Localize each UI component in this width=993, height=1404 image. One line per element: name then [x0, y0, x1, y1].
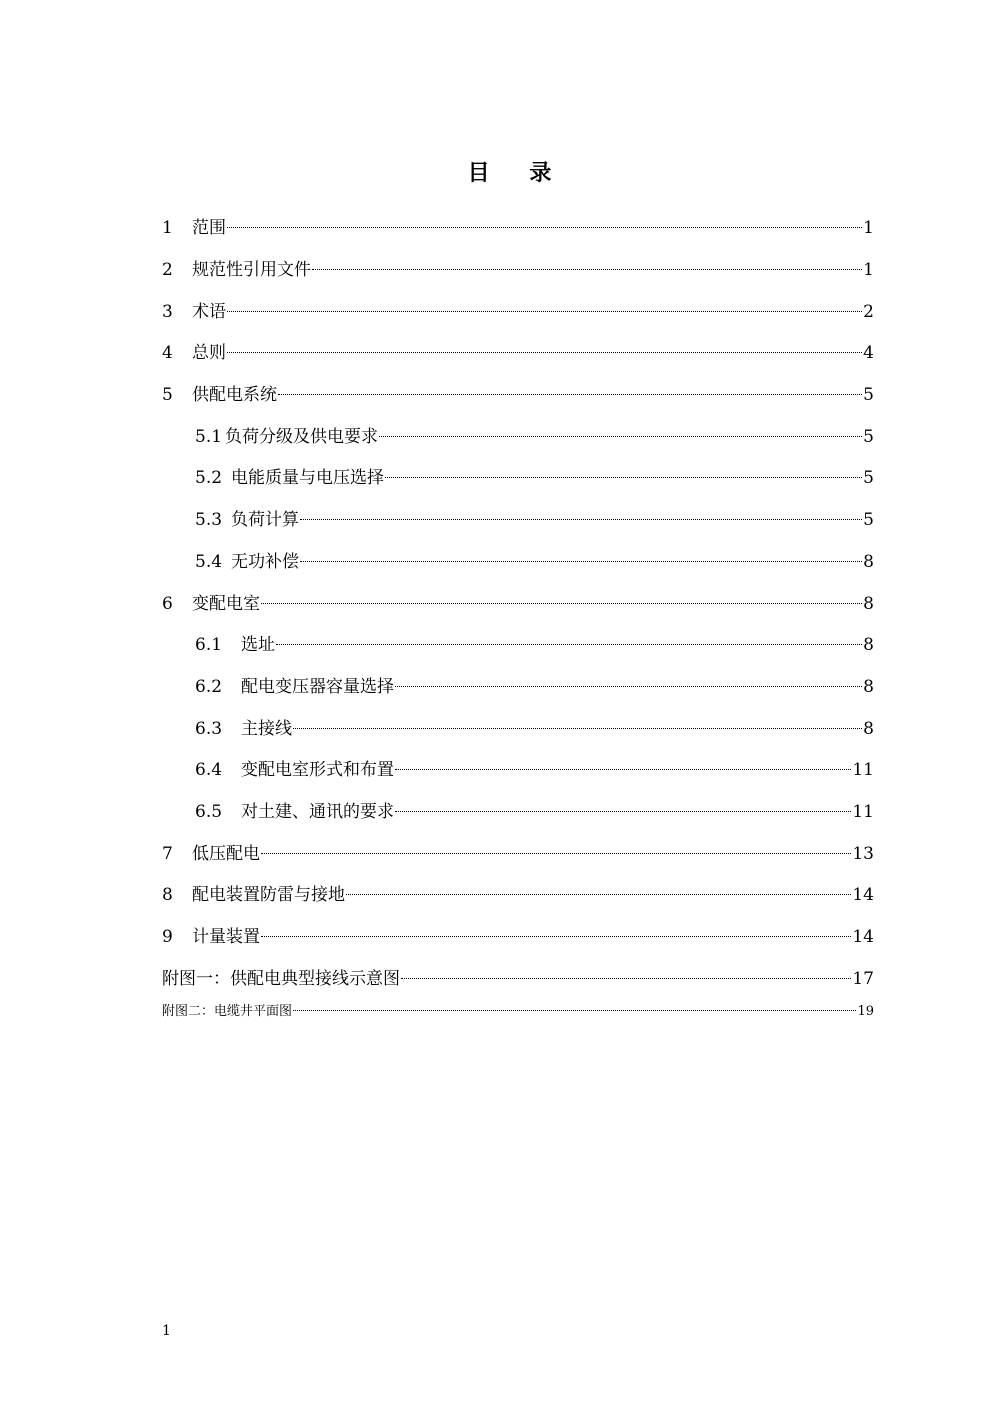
toc-dot-leader [276, 628, 862, 650]
toc-dot-leader [312, 253, 862, 275]
toc-entry-number: 8 [162, 885, 173, 905]
toc-entry-number: 4 [162, 343, 173, 363]
toc-entry-page: 5 [863, 427, 874, 447]
toc-entry[interactable] [162, 837, 874, 864]
toc-entry-page: 8 [863, 677, 874, 697]
toc-entry-page: 8 [863, 719, 874, 739]
toc-entry-page: 17 [852, 969, 874, 989]
toc-dot-leader [395, 753, 851, 775]
toc-dot-leader [300, 545, 862, 567]
toc-entry-label: 附图二：电缆井平面图 [162, 1004, 293, 1019]
toc-entry-label: 无功补偿 [231, 552, 299, 572]
toc-entry-number: 6.3 [195, 719, 223, 739]
toc-entry[interactable] [162, 253, 874, 280]
toc-entry-label: 范围 [192, 218, 226, 238]
toc-entry-page: 2 [863, 302, 874, 322]
toc-dot-leader [395, 795, 851, 817]
toc-dot-leader [227, 211, 862, 233]
toc-dot-leader [385, 461, 862, 483]
toc-entry-page: 8 [863, 635, 874, 655]
toc-entry-label: 选址 [241, 635, 275, 655]
toc-entry-number: 6 [162, 594, 173, 614]
toc-entry-number: 3 [162, 302, 173, 322]
toc-entry[interactable] [162, 587, 874, 614]
toc-subentry[interactable] [195, 670, 874, 697]
toc-entry-page: 13 [852, 844, 874, 864]
toc-entry-label: 主接线 [241, 719, 292, 739]
toc-entry-label: 配电装置防雷与接地 [192, 885, 345, 905]
toc-entry-number: 2 [162, 260, 173, 280]
toc-entry-label: 规范性引用文件 [192, 260, 311, 280]
toc-dot-leader [300, 503, 862, 525]
toc-subentry[interactable] [195, 753, 874, 780]
toc-entry-label: 计量装置 [192, 927, 260, 947]
toc-dot-leader [227, 295, 862, 317]
toc-entry-page: 8 [863, 594, 874, 614]
toc-entry-label: 供配电系统 [192, 385, 277, 405]
toc-entry-page: 1 [863, 260, 874, 280]
toc-entry-label: 术语 [192, 302, 226, 322]
toc-entry-number: 9 [162, 927, 173, 947]
toc-dot-leader [293, 712, 862, 734]
toc-entry-number: 5.1 [195, 427, 223, 447]
toc-entry-label: 对土建、通讯的要求 [241, 802, 394, 822]
toc-dot-leader [278, 378, 862, 400]
toc-appendix-entry[interactable] [162, 997, 874, 1019]
toc-dot-leader [379, 420, 862, 442]
toc-entry-label: 总则 [192, 343, 226, 363]
toc-dot-leader [401, 962, 851, 984]
toc-entry-number: 5.2 [195, 468, 223, 488]
toc-entry-page: 19 [857, 1004, 874, 1019]
toc-entry-page: 1 [863, 218, 874, 238]
toc-appendix-entry[interactable] [162, 962, 874, 989]
toc-entry-page: 11 [852, 760, 874, 780]
toc-dot-leader [293, 997, 856, 1015]
toc-subentry[interactable] [195, 712, 874, 739]
toc-entry-label: 变配电室 [192, 594, 260, 614]
toc-entry-page: 5 [863, 510, 874, 530]
toc-entry[interactable] [162, 336, 874, 363]
toc-entry-number: 5.4 [195, 552, 223, 572]
toc-entry-label: 电能质量与电压选择 [231, 468, 384, 488]
toc-entry-label: 配电变压器容量选择 [241, 677, 394, 697]
toc-dot-leader [395, 670, 862, 692]
toc-entry[interactable] [162, 378, 874, 405]
toc-subentry[interactable] [195, 503, 874, 530]
toc-dot-leader [346, 878, 851, 900]
footer-page-number: 1 [162, 1323, 171, 1339]
toc-entry-number: 6.4 [195, 760, 223, 780]
toc-entry-number: 6.5 [195, 802, 223, 822]
toc-entry-label: 低压配电 [192, 844, 260, 864]
toc-entry-page: 11 [852, 802, 874, 822]
toc-dot-leader [261, 587, 862, 609]
toc-entry-page: 14 [852, 885, 874, 905]
toc-entry-label: 附图一：供配电典型接线示意图 [162, 969, 400, 989]
toc-entry[interactable] [162, 295, 874, 322]
toc-entry[interactable] [162, 878, 874, 905]
toc-entry-number: 5.3 [195, 510, 223, 530]
toc-dot-leader [261, 837, 851, 859]
toc-subentry[interactable] [195, 420, 874, 447]
toc-entry-label: 负荷分级及供电要求 [225, 427, 378, 447]
toc-entry-number: 1 [162, 218, 173, 238]
toc-subentry[interactable] [195, 545, 874, 572]
toc-dot-leader [261, 920, 851, 942]
toc-entry-number: 6.2 [195, 677, 223, 697]
toc-entry-number: 6.1 [195, 635, 223, 655]
toc-title: 目 录 [467, 160, 568, 186]
toc-entry-page: 5 [863, 468, 874, 488]
toc-entry-number: 5 [162, 385, 173, 405]
toc-subentry[interactable] [195, 795, 874, 822]
toc-subentry[interactable] [195, 461, 874, 488]
toc-entry-page: 4 [863, 343, 874, 363]
toc-entry-label: 负荷计算 [231, 510, 299, 530]
toc-entry-page: 8 [863, 552, 874, 572]
toc-entry-page: 5 [863, 385, 874, 405]
toc-entry-number: 7 [162, 844, 173, 864]
toc-entry-page: 14 [852, 927, 874, 947]
toc-entry[interactable] [162, 920, 874, 947]
toc-dot-leader [227, 336, 862, 358]
toc-entry[interactable] [162, 211, 874, 238]
toc-entry-label: 变配电室形式和布置 [241, 760, 394, 780]
toc-subentry[interactable] [195, 628, 874, 655]
